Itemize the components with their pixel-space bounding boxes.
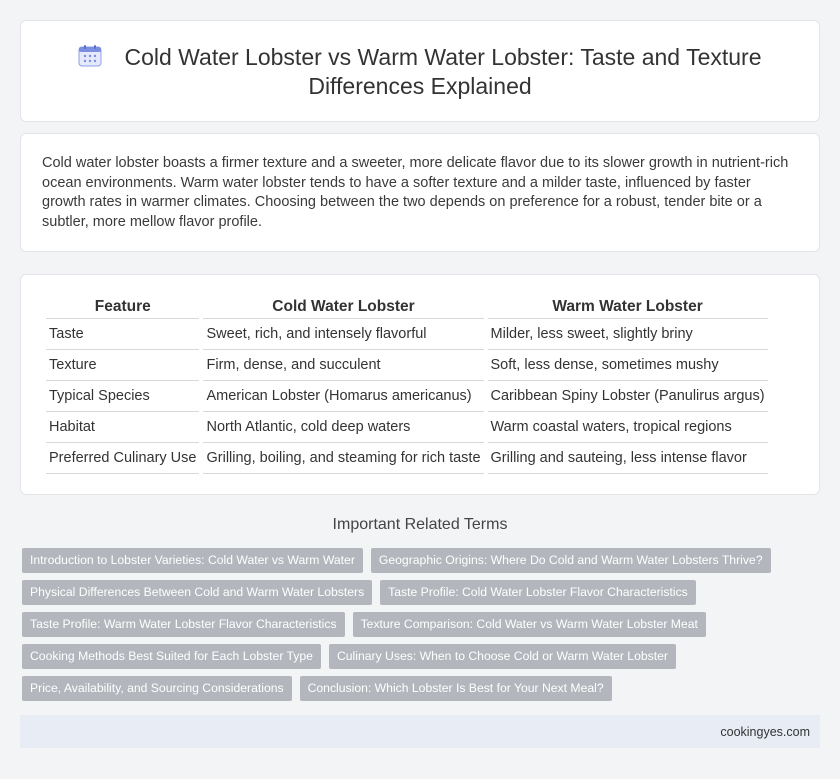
page-title [61,43,779,101]
column-header: Cold Water Lobster [203,295,483,319]
related-term-tag[interactable]: Conclusion: Which Lobster Is Best for Your Next Meal? [300,676,612,701]
table-cell: Grilling and sauteing, less intense flavor [488,443,768,474]
column-header: Warm Water Lobster [488,295,768,319]
page-title-text: Cold Water Lobster vs Warm Water Lobster: Taste and Texture Differences Explained [124,44,762,99]
table-cell: Taste [46,319,199,350]
footer [20,715,820,748]
related-term-tag[interactable]: Introduction to Lobster Varieties: Cold Water vs Warm Water [22,548,363,573]
table-cell: Firm, dense, and succulent [203,350,483,381]
table-row [46,412,768,443]
related-terms-title: Important Related Terms [332,516,508,533]
related-terms-list [22,548,812,708]
header-card [20,20,820,122]
table-cell: Typical Species [46,381,199,412]
table-cell: Grilling, boiling, and steaming for rich taste [203,443,483,474]
related-term-tag[interactable]: Geographic Origins: Where Do Cold and Warm Water Lobsters Thrive? [371,548,771,573]
table-row [46,319,768,350]
summary-text: Cold water lobster boasts a firmer texture and a sweeter, more delicate flavor due to its slower growth in nutrient-rich ocean environments. Warm water lobster tends to have a softer texture and a milder taste, influenced by faster growth rates in warmer climates. Choosing between the two depends on preference for a robust, tender bite or a subtler, more mellow flavor profile. [42,155,789,230]
summary-card [20,133,820,252]
table-cell: North Atlantic, cold deep waters [203,412,483,443]
table-cell: Habitat [46,412,199,443]
table-cell: Preferred Culinary Use [46,443,199,474]
related-term-tag[interactable]: Culinary Uses: When to Choose Cold or Warm Water Lobster [329,644,676,669]
table-row [46,443,768,474]
related-term-tag[interactable]: Price, Availability, and Sourcing Considerations [22,676,292,701]
table-cell: Milder, less sweet, slightly briny [488,319,768,350]
column-header: Feature [46,295,199,319]
related-term-tag[interactable]: Physical Differences Between Cold and Warm Water Lobsters [22,580,372,605]
related-term-tag[interactable]: Taste Profile: Cold Water Lobster Flavor Characteristics [380,580,696,605]
table-cell: Caribbean Spiny Lobster (Panulirus argus) [488,381,768,412]
related-term-tag[interactable]: Taste Profile: Warm Water Lobster Flavor Characteristics [22,612,345,637]
table-cell: American Lobster (Homarus americanus) [203,381,483,412]
related-term-tag[interactable]: Cooking Methods Best Suited for Each Lobster Type [22,644,321,669]
table-cell: Soft, less dense, sometimes mushy [488,350,768,381]
calendar-icon [78,45,102,67]
table-header-row [46,295,768,319]
table-cell: Texture [46,350,199,381]
table-row [46,350,768,381]
comparison-table [42,295,772,474]
table-row [46,381,768,412]
comparison-card [20,274,820,495]
related-term-tag[interactable]: Texture Comparison: Cold Water vs Warm Water Lobster Meat [353,612,706,637]
table-cell: Warm coastal waters, tropical regions [488,412,768,443]
table-cell: Sweet, rich, and intensely flavorful [203,319,483,350]
footer-site-link[interactable]: cookingyes.com [720,725,810,739]
